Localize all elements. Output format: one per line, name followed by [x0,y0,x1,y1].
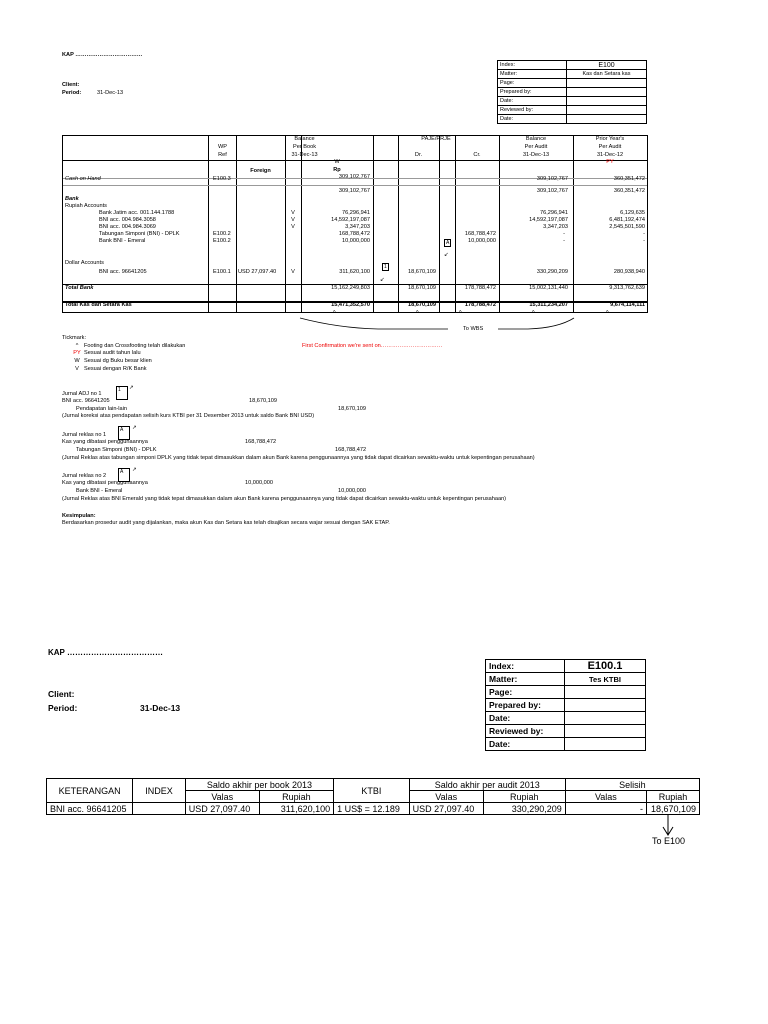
bank-item-ref: E100.2 [213,238,231,244]
bank-item-name: BNI acc. 004.984.3058 [99,217,156,223]
bank-item-book: 3,347,203 [345,224,370,230]
prior-header: Prior Year's [595,136,625,142]
bank-item-cr: 10,000,000 [468,238,496,244]
bni-usd-foreign: USD 27,097.40 [238,269,277,275]
journal-credit: Bank BNI - Emeral [76,488,123,494]
date2-value[interactable] [567,115,647,124]
dr-header: Dr. [414,152,423,158]
journal-credit: Tabungan Simponi (BNI) - DPLK [76,447,157,453]
date-prior-header: 31-Dec-12 [596,152,624,158]
bank-item-name: Tabungan Simponi (BNI) - DPLK [99,231,180,237]
selisih-valas-header: Valas [565,791,646,803]
total-audit: 15,311,234,207 [529,302,568,308]
bank-item-audit: - [563,231,565,237]
bank-item-prior: - [643,238,645,244]
table-row [47,803,700,815]
cash-audit: 309,102,767 [536,176,568,182]
paje-header: PAJE/PRJE [421,136,451,142]
page-value[interactable] [567,79,647,88]
client-label-2: Client: [48,689,75,699]
bank-item-book: 76,296,941 [342,210,370,216]
journal-note: (Jurnal koreksi atas pendapatan selisih kurs KTBI per 31 Desember 2013 untuk saldo Bank BNI USD) [62,413,315,419]
bank-item-cr: 168,788,472 [464,231,496,237]
cash-book-total: 309,102,767 [338,188,370,194]
index-value: E100.1 [565,660,646,673]
tick-text: Sesuai dengan R/K Bank [84,366,147,372]
saldo-book-header: Saldo akhir per book 2013 [185,779,333,791]
prepared-by-label: Prepared by: [486,699,565,712]
bni-usd-tick: V [291,269,295,275]
bank-item-audit: - [563,238,565,244]
index-header: INDEX [133,779,185,803]
bank-item-tick: V [291,210,295,216]
cash-ref: E100.3 [213,176,231,182]
date-value[interactable] [567,97,647,106]
balance-header: Balance [294,136,315,142]
journal-arrow-icon: ↗ [132,467,137,473]
total-kas-label: Total Kas dan Setara Kas [65,302,132,308]
journal-box: 1 [116,386,128,400]
bank-item-audit: 76,296,941 [540,210,568,216]
bank-item-name: BNI acc. 004.984.3069 [99,224,156,230]
kesimpulan-text: Berdasarkan prosedur audit yang dijalankan, maka akun Kas dan Setara kas telah disajikan secara wajar sesuai dengan SAK ETAP. [62,520,390,526]
foreign-header: Foreign [250,168,271,174]
journal-title: Jurnal ADJ no 1 [62,391,102,397]
journal-credit-amount: 10,000,000 [338,488,366,494]
tick-symbol: V [75,366,79,372]
date-value[interactable] [565,712,646,725]
journal-debit-amount: 18,670,109 [249,398,277,404]
cash-label: Cash on Hand [65,176,101,182]
reklas-a-box: A [446,240,450,246]
journal-debit: Kas yang dibatasi penggunaannya [62,439,148,445]
row-book-rupiah: 311,620,100 [259,803,333,815]
rupiah-accounts-label: Rupiah Accounts [65,203,107,209]
row-index [133,803,185,815]
footing-mark: ^ [459,310,462,316]
period-value-2: 31-Dec-13 [140,703,181,713]
selisih-header: Selisih [565,779,699,791]
bni-usd-ref: E100.1 [213,269,231,275]
total-bank-cr: 178,788,472 [464,285,496,291]
per-audit2-header: Per Audit [598,144,622,150]
bank-item-name: Bank BNI - Emeral [99,238,146,244]
journal-note: (Jurnal Reklas atas tabungan simponi DPLK yang tidak tepat dimasukkan dalam akun Bank karena penggunaannya yang tidak dapat dicairkan sewaktu-waktu untuk kepentingan perusahaan) [62,455,535,461]
journal-credit: Pendapatan lain-lain [76,406,128,412]
journal-arrow-icon: ↗ [129,385,134,391]
wbs-bracket [298,316,578,334]
date-label: Date: [498,97,567,106]
date2-label: Date: [486,738,565,751]
period-label: Period: [62,90,82,96]
index-value: E100 [567,61,647,70]
bank-item-ref: E100.2 [213,231,231,237]
total-bank-prior: 9,313,762,639 [609,285,645,291]
matter-label: Matter: [486,673,565,686]
book-valas-header: Valas [185,791,259,803]
matter-label: Matter: [498,70,567,79]
bank-label: Bank [65,196,79,202]
to-wbs-label: To WBS [463,326,484,332]
kap-label-2: KAP ……………………………… [48,648,163,657]
audit-rupiah-header: Rupiah [483,791,565,803]
date-book-header: 31-Dec-13 [291,152,318,158]
tickmark-title: Tickmark: [62,335,87,341]
bank-item-audit: 3,347,203 [543,224,568,230]
footing-mark: ^ [532,310,535,316]
per-audit-header: Per Audit [524,144,548,150]
row-ktbi: 1 US$ = 12.189 [334,803,410,815]
kesimpulan-title: Kesimpulan: [62,513,96,519]
journal-box: A [118,468,130,482]
saldo-audit-header: Saldo akhir per audit 2013 [409,779,565,791]
rp-header: Rp [333,167,341,173]
tick-text: Sesuai audit tahun lalu [84,350,141,356]
bank-item-prior: 6,129,635 [620,210,645,216]
ktbi-table [46,778,700,815]
row-name: BNI acc. 96641205 [47,803,133,815]
tick-symbol: W [74,358,80,364]
bni-usd-audit: 330,290,209 [536,269,568,275]
journal-credit-amount: 168,788,472 [335,447,367,453]
total-bank-dr: 18,670,109 [408,285,436,291]
cash-prior: 360,351,472 [613,176,645,182]
row-selisih-valas: - [565,803,646,815]
ktbi-header: KTBI [334,779,410,803]
selisih-rupiah-header: Rupiah [646,791,699,803]
bank-item-audit: 14,592,197,087 [529,217,568,223]
tick-text: Footing dan Crossfooting telah dilakukan [84,343,186,349]
cash-audit-total: 309,102,767 [536,188,568,194]
reviewed-by-value[interactable] [567,106,647,115]
bank-item-name: Bank Jatim acc. 001.144.1788 [99,210,175,216]
reviewed-by-value[interactable] [565,725,646,738]
cr-header: Cr. [473,152,481,158]
bank-item-prior: 6,481,192,474 [609,217,645,223]
reviewed-by-label: Reviewed by: [486,725,565,738]
index-box [497,60,647,124]
row-audit-valas: USD 27,097.40 [409,803,483,815]
prepared-by-value[interactable] [565,699,646,712]
reklas-arrow-icon: ↙ [444,252,449,258]
journal-arrow-icon: ↗ [132,425,137,431]
total-book: 15,471,352,570 [331,302,370,308]
page-label: Page: [486,686,565,699]
total-cr: 178,788,472 [464,302,496,308]
date-audit-header: 31-Dec-13 [522,152,550,158]
bni-usd-name: BNI acc. 96641205 [99,269,147,275]
bank-item-tick: V [291,217,295,223]
index-box-2 [485,659,646,751]
total-bank-book: 15,162,249,803 [331,285,370,291]
total-bank-label: Total Bank [65,285,94,291]
bank-item-book: 10,000,000 [342,238,370,244]
kap-label: KAP ……………………………… [62,52,143,58]
bni-usd-prior: 280,938,940 [613,269,645,275]
journal-title: Jurnal reklas no 1 [62,432,107,438]
date2-label: Date: [498,115,567,124]
journal-debit-amount: 168,788,472 [245,439,277,445]
reviewed-by-label: Reviewed by: [498,106,567,115]
row-book-valas: USD 27,097.40 [185,803,259,815]
footing-mark: ^ [416,310,419,316]
bni-usd-dr: 18,670,109 [408,269,436,275]
prepared-by-value[interactable] [567,88,647,97]
tick-symbol: ^ [75,343,79,349]
prepared-by-label: Prepared by: [498,88,567,97]
total-prior: 9,674,114,111 [610,302,645,308]
total-bank-audit: 15,002,131,440 [529,285,568,291]
confirmation-note: First Confirmation we're sent on…………………………… [302,343,443,349]
period-label-2: Period: [48,703,78,713]
tick-text: Sesuai dg Buku besar klien [84,358,152,364]
journal-box: A [118,426,130,440]
ref-header: Ref [218,152,227,158]
page-value[interactable] [565,686,646,699]
period-value: 31-Dec-13 [97,90,124,96]
bank-item-prior: 2,545,501,590 [609,224,645,230]
down-arrow-icon [662,815,674,837]
row-selisih-rupiah: 18,670,109 [646,803,699,815]
client-label: Client: [62,82,80,88]
dollar-accounts-label: Dollar Accounts [65,260,104,266]
journal-note: (Jurnal Reklas atas BNI Emerald yang tidak tepat dimasukkan dalam akun Bank karena penggunaannya yang tidak dapat dicairkan sewaktu-waktu untuk kepentingan perusahaan) [62,496,507,502]
adj-1-box: 1 [384,264,387,270]
footing-mark: ^ [606,310,609,316]
to-e100-label: To E100 [652,836,686,846]
date-label: Date: [486,712,565,725]
adj-arrow-icon: ↙ [380,277,385,283]
journal-credit-amount: 18,670,109 [338,406,366,412]
wp-header: WP [217,144,227,150]
cash-prior-total: 360,351,472 [613,188,645,194]
bank-item-book: 14,592,197,087 [331,217,370,223]
bank-item-prior: - [643,231,645,237]
py-mark: PY [606,159,614,165]
row-audit-rupiah: 330,290,209 [483,803,565,815]
matter-value: Tes KTBI [565,673,646,686]
cash-book: 309,102,767 [338,174,370,180]
matter-value: Kas dan Setara kas [567,70,647,79]
date2-value[interactable] [565,738,646,751]
footing-mark: ^ [333,310,336,316]
bank-item-tick: V [291,224,295,230]
cash-working-table [62,135,648,313]
index-label: Index: [498,61,567,70]
index-label: Index: [486,660,565,673]
journal-debit: Kas yang dibatasi penggunaannya [62,480,148,486]
balance2-header: Balance [525,136,547,142]
journal-debit-amount: 10,000,000 [245,480,273,486]
audit-valas-header: Valas [409,791,483,803]
keterangan-header: KETERANGAN [47,779,133,803]
bni-usd-book: 311,620,100 [339,269,370,275]
book-rupiah-header: Rupiah [259,791,333,803]
journal-debit: BNI acc. 96641205 [62,398,110,404]
bank-item-book: 168,788,472 [338,231,370,237]
total-dr: 18,670,109 [408,302,436,308]
journal-title: Jurnal reklas no 2 [62,473,107,479]
w-mark: W [334,159,340,165]
tick-symbol: PY [73,350,81,356]
per-book-header: Per Book [292,144,316,150]
page-label: Page: [498,79,567,88]
